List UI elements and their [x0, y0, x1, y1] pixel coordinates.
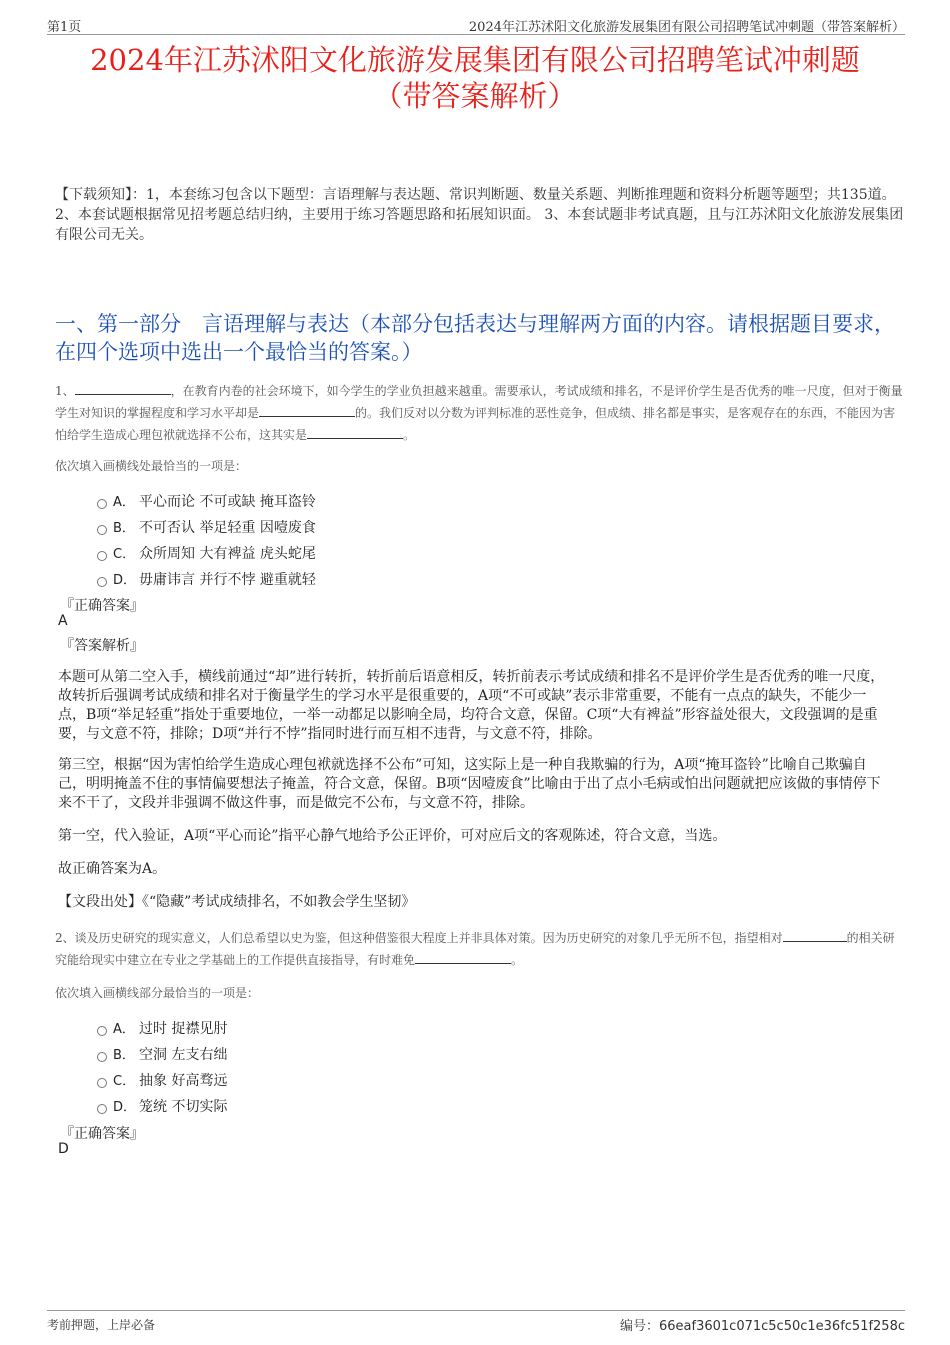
q1-option-d[interactable]: D． 毋庸讳言 并行不悖 避重就轻 [97, 569, 316, 589]
radio-icon[interactable] [97, 577, 107, 587]
radio-icon[interactable] [97, 1104, 107, 1114]
page-header [47, 14, 905, 35]
q1-answer-label: 『正确答案』 [60, 598, 144, 614]
q1-source: 【文段出处】《“隐藏”考试成绩排名，不如教会学生坚韧》 [58, 894, 416, 910]
question-number: 1、 [55, 384, 75, 398]
q1-analysis-label: 『答案解析』 [60, 638, 144, 654]
q2-answer: D [58, 1141, 69, 1157]
radio-icon[interactable] [97, 499, 107, 509]
q1-analysis-paragraph: 第一空，代入验证，A项“平心而论”指平心静气地给予公正评价，可对应后文的客观陈述，符合文意，当选。 [58, 828, 727, 844]
download-notice: 【下载须知】：1，本套练习包含以下题型：言语理解与表达题、常识判断题、数量关系题、判断推理题和资料分析题等题型；共135道。 2、本套试题根据常见招考题总结归纳，主要用于练习答题思路和拓展知识面。 3、本套试题非考试真题，且与江苏沭阳文化旅游发展集团有限公司无关。 [55, 187, 904, 243]
title-line-1: 2024年江苏沭阳文化旅游发展集团有限公司招聘笔试冲刺题 [90, 43, 860, 77]
blank-1 [75, 380, 171, 395]
q2-option-d[interactable]: D． 笼统 不切实际 [97, 1096, 227, 1116]
q1-analysis-paragraph: 第三空，根据“因为害怕给学生造成心理包袱就选择不公布”可知，这实际上是一种自我欺骗的行为，A项“掩耳盗铃”比喻自己欺骗自己，明明掩盖不住的事情偏要想法子掩盖，符合文意，保留。B项“因噎废食”比喻由于出了点小毛病或怕出问题就把应该做的事情停下来不干了，文段并非强调不做这件事，而是做完不公布，与文意不符，排除。 [58, 757, 881, 811]
question-1-instruction: 依次填入画横线处最恰当的一项是： [55, 459, 248, 473]
blank-2 [259, 402, 355, 417]
header-doc-title: 2024年江苏沭阳文化旅游发展集团有限公司招聘笔试冲刺题（带答案解析） [468, 20, 905, 35]
footer-code: 编号：66eaf3601c071c5c50c1e36fc51f258c [619, 1319, 905, 1334]
radio-icon[interactable] [97, 551, 107, 561]
radio-icon[interactable] [97, 525, 107, 535]
q1-answer: A [58, 613, 68, 629]
question-2-instruction: 依次填入画横线部分最恰当的一项是： [55, 986, 260, 1000]
q2-option-c[interactable]: C． 抽象 好高骛远 [97, 1070, 227, 1090]
question-2-stem: 2、谈及历史研究的现实意义，人们总希望以史为鉴，但这种借鉴很大程度上并非具体对策。因为历史研究的对象几乎无所不包，指望相对 的相关研究能给现实中建立在专业之学基础上的工作提供直接指导，有时难免 。 [55, 927, 905, 971]
q2-option-a[interactable]: A． 过时 捉襟见肘 [97, 1018, 227, 1038]
q2-answer-label: 『正确答案』 [60, 1126, 144, 1142]
page-title [40, 42, 910, 114]
q2-option-b[interactable]: B． 空洞 左支右绌 [97, 1044, 227, 1064]
page-number: 第1页 [47, 20, 82, 35]
blank-3 [307, 424, 403, 439]
radio-icon[interactable] [97, 1052, 107, 1062]
radio-icon[interactable] [97, 1026, 107, 1036]
page-footer [47, 1310, 905, 1335]
q1-option-c[interactable]: C． 众所周知 大有裨益 虎头蛇尾 [97, 543, 316, 563]
radio-icon[interactable] [97, 1078, 107, 1088]
q1-option-b[interactable]: B． 不可否认 举足轻重 因噎废食 [97, 517, 316, 537]
footer-slogan: 考前押题，上岸必备 [47, 1318, 156, 1332]
blank-1 [783, 927, 847, 942]
blank-2 [415, 949, 511, 964]
question-1-stem: 1、 ，在教育内卷的社会环境下，如今学生的学业负担越来越重。需要承认，考试成绩和排名，不是评价学生是否优秀的唯一尺度，但对于衡量学生对知识的掌握程度和学习水平却是 的。我们反对以分数为评判标准的恶性竞争，但成绩、排名都是事实，是客观存在的东西，不能因为害怕给学生造成心理包袱就选择不公布，这其实是 。 [55, 380, 905, 446]
section-heading: 一、第一部分 言语理解与表达（本部分包括表达与理解两方面的内容。请根据题目要求，在四个选项中选出一个最恰当的答案。） [55, 312, 895, 364]
q1-option-a[interactable]: A． 平心而论 不可或缺 掩耳盗铃 [97, 491, 316, 511]
title-line-2: （带答案解析） [373, 79, 577, 113]
q1-analysis-paragraph: 故正确答案为A。 [58, 861, 167, 877]
q1-analysis-paragraph: 本题可从第二空入手，横线前通过“却”进行转折，转折前后语意相反，转折前表示考试成绩和排名不是评价学生是否优秀的唯一尺度，故转折后强调考试成绩和排名对于衡量学生的学习水平是很重要的，A项“不可或缺”表示非常重要，不能有一点点的缺失，不能少一点，B项“举足轻重”指处于重要地位，一举一动都足以影响全局，均符合文意，保留。C项“大有裨益”形容益处很大，文段强调的是重要，与文意不符，排除；D项“并行不悖”指同时进行而互相不违背，与文意不符，排除。 [58, 669, 885, 742]
